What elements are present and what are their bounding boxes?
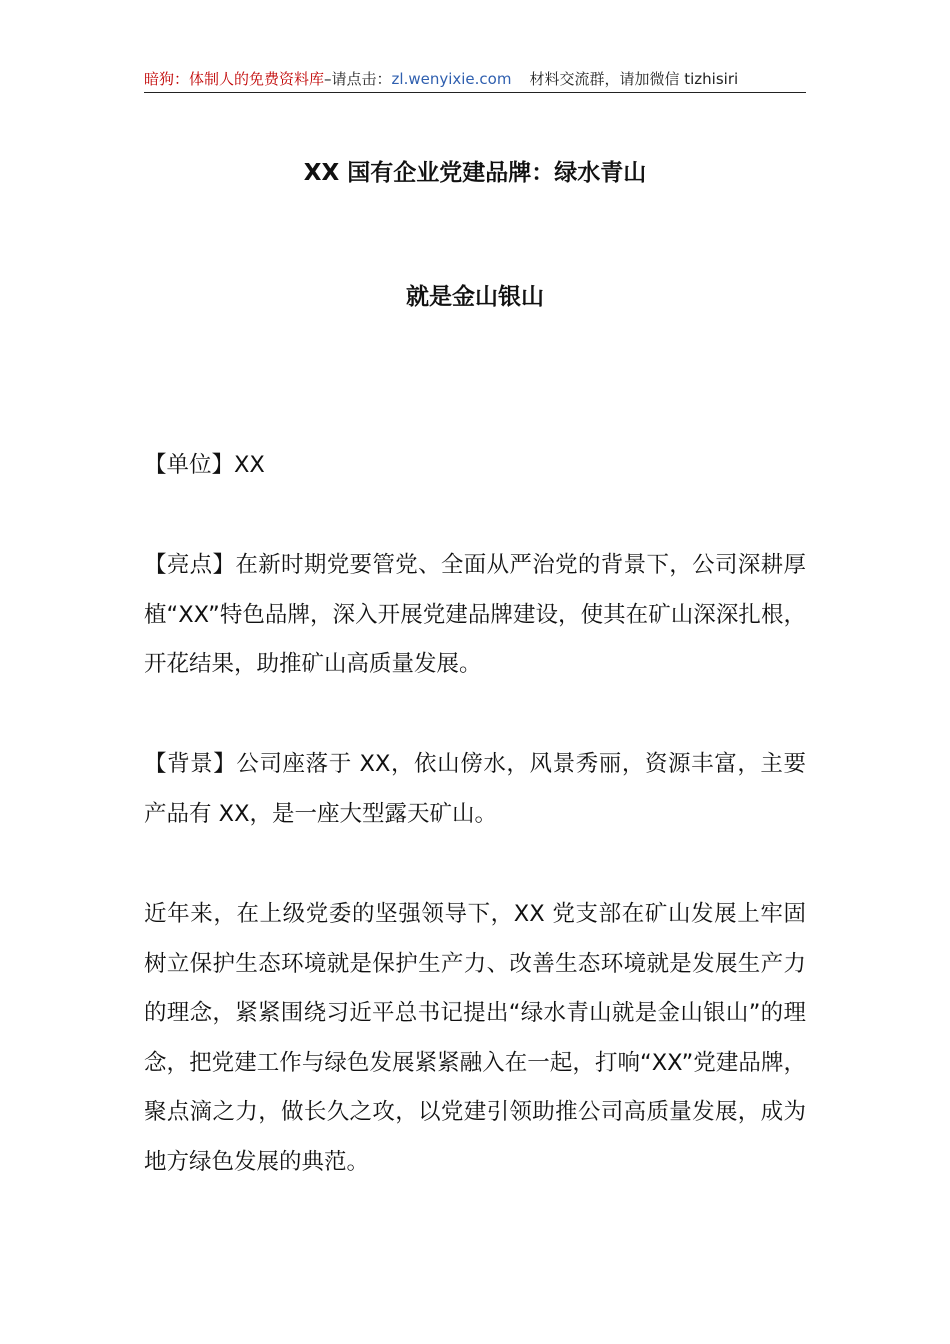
- paragraph-unit: 【单位】XX: [144, 452, 265, 478]
- header-contact: 材料交流群，请加微信 tizhisiri: [529, 70, 739, 88]
- paragraph-recent-years: 近年来，在上级党委的坚强领导下，XX 党支部在矿山发展上牢固树立保护生态环境就是保护生产力、改善生态环境就是发展生产力的理念，紧紧围绕习近平总书记提出“绿水青山就是金山银山”的理念，把党建工作与绿色发展紧紧融入在一起，打响“XX”党建品牌，聚点滴之力，做长久之攻，以党建引领助推公司高质量发展，成为地方绿色发展的典范。: [144, 901, 806, 1175]
- document-title-line-2: 就是金山银山: [406, 284, 544, 310]
- header-url-link[interactable]: zl.wenyixie.com: [391, 70, 512, 88]
- document-title-line-1: XX 国有企业党建品牌：绿水青山: [303, 160, 647, 186]
- header-site-name: 暗狗：体制人的免费资料库: [144, 70, 325, 88]
- paragraph-background: 【背景】公司座落于 XX，依山傍水，风景秀丽，资源丰富，主要产品有 XX，是一座大型露天矿山。: [144, 751, 806, 827]
- paragraph-highlight: 【亮点】在新时期党要管党、全面从严治党的背景下，公司深耕厚植“XX”特色品牌，深入开展党建品牌建设，使其在矿山深深扎根，开花结果，助推矿山高质量发展。: [144, 552, 806, 677]
- header-click-label: –请点击：: [324, 70, 392, 88]
- page-header: [144, 68, 806, 93]
